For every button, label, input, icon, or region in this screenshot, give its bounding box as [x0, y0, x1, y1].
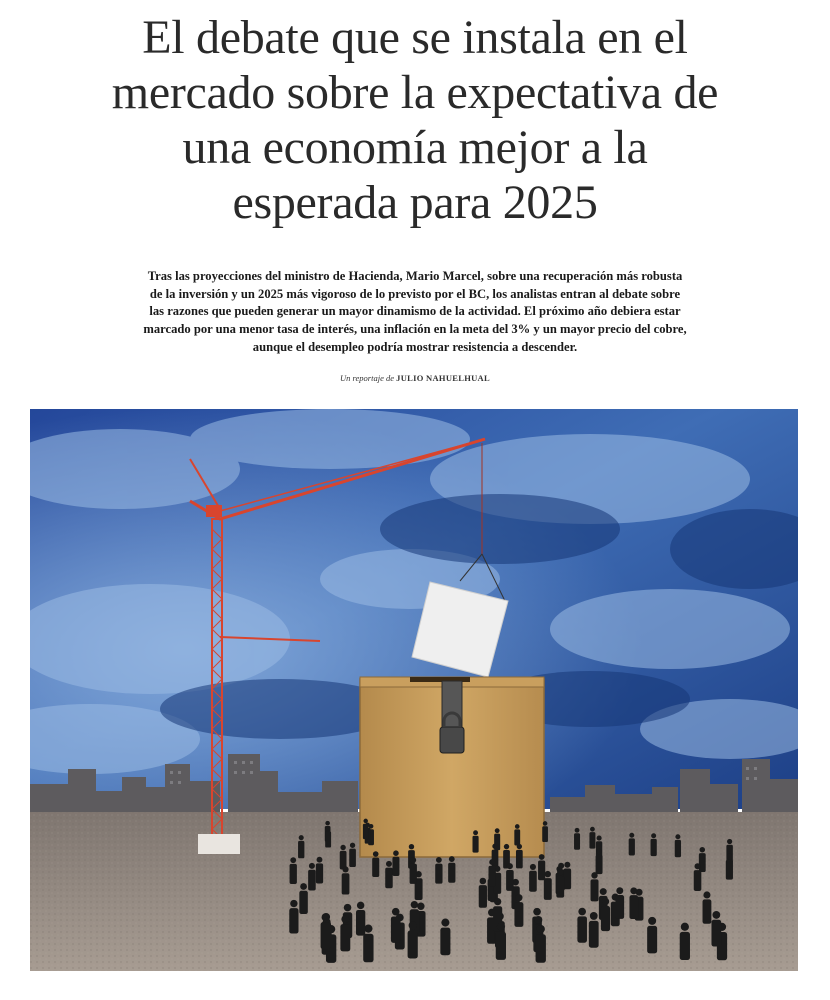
crowd-person	[726, 853, 733, 879]
crowd-person	[290, 857, 297, 884]
crowd-person	[596, 849, 603, 874]
crowd-person	[299, 883, 307, 914]
crowd-person	[342, 866, 350, 894]
ballot-box-crane-illustration	[30, 409, 798, 971]
crowd-person	[577, 908, 587, 943]
lede-line: las razones que pueden generar un mayor dinamismo de la actividad. El próximo año debiera estar	[149, 304, 681, 319]
crowd-person	[589, 827, 595, 849]
crowd-person	[564, 862, 572, 889]
crowd-person	[408, 921, 418, 958]
byline-author: JULIO NAHUELHUAL	[396, 373, 490, 383]
crowd-person	[538, 854, 545, 880]
crowd-person	[694, 863, 702, 891]
crowd-person	[699, 847, 706, 872]
lede-line: marcado por una menor tasa de interés, una inflación en la meta del 3% y un mayor precio del cobre,	[143, 322, 687, 337]
crowd-person	[308, 863, 316, 891]
crowd-person	[514, 894, 523, 927]
crane-base	[198, 834, 240, 854]
crowd-person	[675, 834, 681, 857]
crowd-person	[356, 902, 365, 936]
crowd-person	[703, 891, 712, 923]
illustration-canvas	[30, 409, 798, 971]
crowd-person	[589, 912, 599, 948]
headline-line: esperada para 2025	[232, 176, 598, 229]
crowd-person	[494, 828, 500, 850]
crowd-person	[496, 923, 506, 960]
crowd-person	[410, 901, 419, 935]
crowd-person	[340, 845, 347, 870]
padlock-icon	[440, 727, 464, 753]
crowd-person	[506, 863, 514, 891]
crowd-person	[289, 900, 298, 934]
crowd-person	[448, 856, 455, 883]
crowd-person	[542, 821, 548, 842]
crowd-person	[410, 857, 417, 884]
crowd-person	[647, 917, 657, 953]
lede-line: aunque el desempleo podría mostrar resistencia a descender.	[252, 339, 578, 354]
crowd-person	[479, 878, 487, 908]
lede	[80, 268, 750, 357]
crowd-person	[349, 843, 356, 867]
crowd-person	[340, 915, 350, 951]
headline-line: El debate que se instala en el	[142, 11, 688, 64]
crowd-person	[601, 898, 610, 931]
crane-cabin	[206, 505, 222, 517]
byline	[0, 373, 830, 383]
crowd-person	[392, 850, 399, 876]
crowd-person	[680, 923, 690, 960]
crowd-person	[574, 828, 580, 850]
lede-line: de la inversión y un 2025 más vigoroso de lo previsto por el BC, los analistas entran al debate sobre	[149, 286, 681, 301]
byline-prefix: Un reportaje de	[340, 373, 395, 383]
crowd-person	[514, 824, 520, 845]
crowd-person	[629, 887, 638, 919]
crowd-person	[529, 864, 537, 892]
crowd-person	[488, 859, 495, 886]
crowd-person	[556, 869, 564, 898]
crowd-person	[435, 857, 442, 884]
headline-line: mercado sobre la expectativa de	[111, 66, 719, 119]
crowd-person	[440, 919, 450, 956]
crowd-person	[316, 857, 323, 884]
crowd-person	[385, 861, 392, 888]
crowd-person	[298, 835, 304, 858]
lede-line: Tras las proyecciones del ministro de Hacienda, Mario Marcel, sobre una recuperación más robusta	[147, 269, 683, 283]
crowd-person	[711, 911, 721, 947]
crowd-person	[472, 830, 478, 852]
crowd-person	[363, 819, 369, 839]
crowd-person	[372, 851, 379, 877]
headline-line: una economía mejor a la	[182, 121, 648, 174]
crowd-person	[325, 826, 331, 848]
crowd-person	[536, 925, 546, 963]
crowd-person	[516, 844, 523, 869]
crowd-person	[629, 833, 635, 856]
crowd-person	[591, 872, 599, 901]
crowd-person	[321, 913, 331, 949]
crowd-person	[615, 887, 624, 919]
headline	[20, 10, 810, 230]
crowd-person	[391, 908, 401, 943]
crowd-person	[651, 833, 657, 856]
